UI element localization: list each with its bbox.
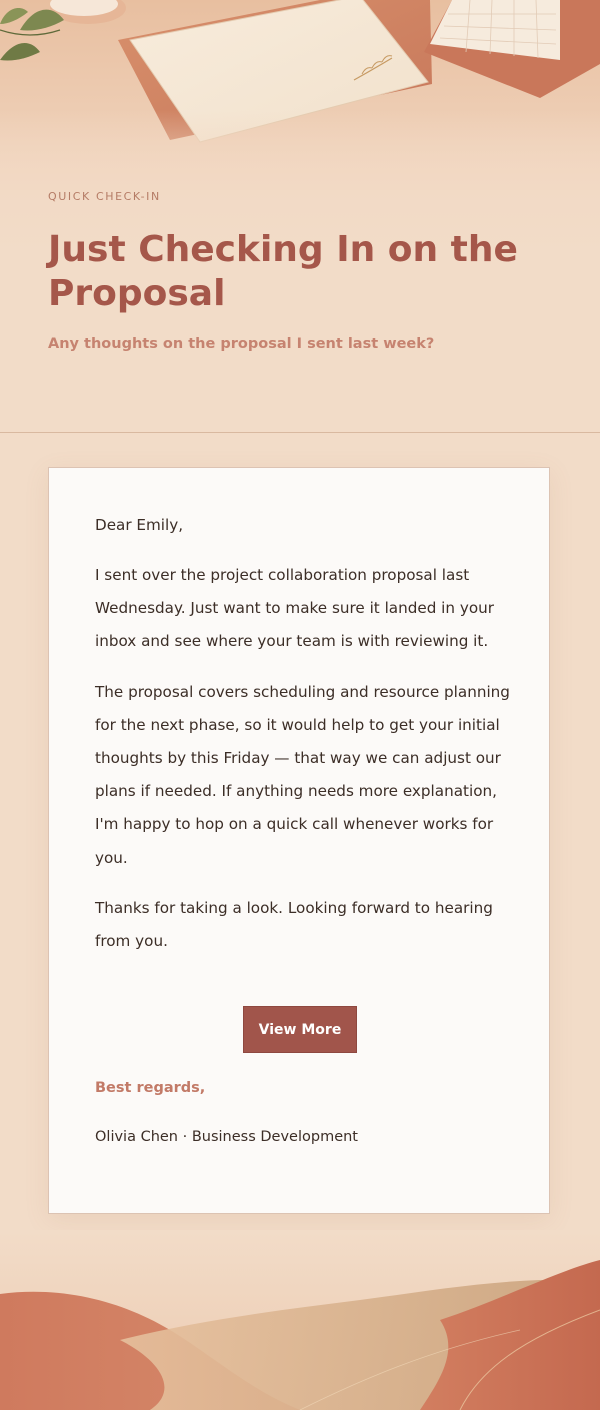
cta-container [49, 1006, 551, 1053]
email-closing: Best regards, [95, 1080, 206, 1096]
email-paragraph: The proposal covers scheduling and resource planning for the next phase, so it would help to get your initial thoughts by this Friday — that way we can adjust our plans if needed. If anything needs more explanation, I'm happy to hop on a quick call whenever works for you. [95, 682, 510, 867]
eyebrow-label: QUICK CHECK-IN [48, 190, 161, 203]
email-greeting: Dear Emily, [95, 516, 184, 534]
email-card [48, 467, 550, 1214]
email-body [95, 509, 515, 975]
footer-wave-illustration [0, 1230, 600, 1410]
stationery-illustration [0, 0, 600, 190]
page-subtitle: Any thoughts on the proposal I sent last week? [48, 336, 435, 352]
email-signature: Olivia Chen · Business Development [95, 1129, 358, 1145]
email-paragraph: I sent over the project collaboration proposal last Wednesday. Just want to make sure it landed in your inbox and see where your team is with reviewing it. [95, 566, 495, 651]
view-more-button[interactable]: View More [243, 1006, 357, 1053]
page-title: Just Checking In on the Proposal [48, 229, 518, 314]
header-divider [0, 432, 600, 433]
email-paragraph: Thanks for taking a look. Looking forward to hearing from you. [95, 898, 493, 951]
hero-header [0, 0, 600, 432]
